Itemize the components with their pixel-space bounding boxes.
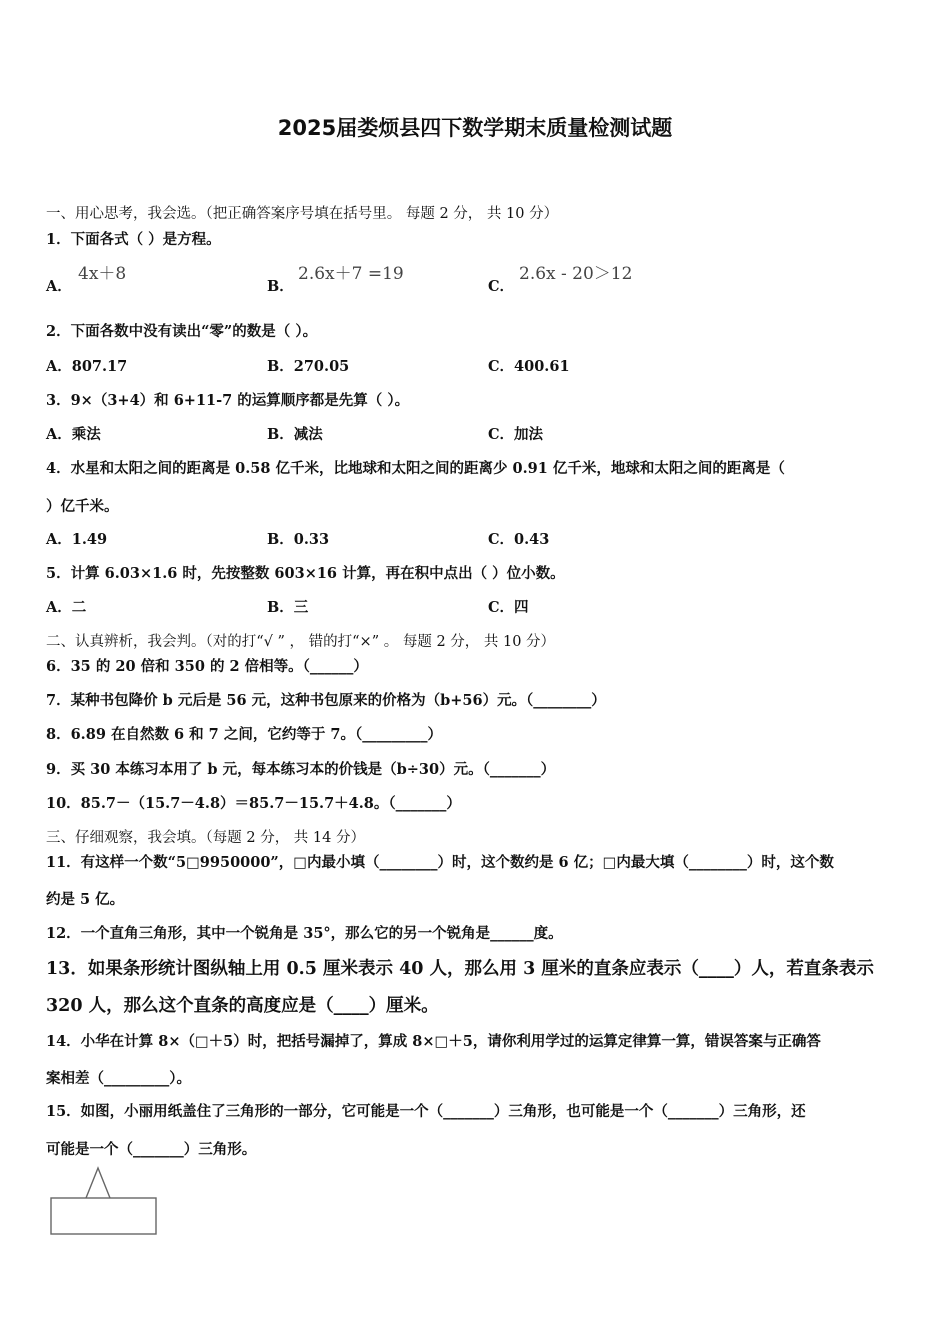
covering-paper — [51, 1198, 156, 1234]
q4-option-a: A．1.49 — [46, 531, 108, 548]
q15-line1: 15．如图，小丽用纸盖住了三角形的一部分，它可能是一个（_______）三角形，也可能是一个（_______）三角形，还 — [46, 1103, 806, 1120]
q14-line1: 14．小华在计算 8×（□＋5）时，把括号漏掉了，算成 8×□＋5，请你利用学过的运算定律算一算，错误答案与正确答 — [46, 1033, 821, 1050]
triangle-apex — [86, 1168, 110, 1198]
q3-option-a: A．乘法 — [46, 426, 101, 443]
q5-option-c: C．四 — [488, 599, 529, 616]
q15-line2: 可能是一个（_______）三角形。 — [46, 1141, 257, 1158]
q13-line2: 320 人，那么这个直条的高度应是（____）厘米。 — [46, 996, 439, 1016]
q6: 6．35 的 20 倍和 350 的 2 倍相等。（______） — [46, 658, 368, 675]
q1-stem: 1．下面各式（ ）是方程。 — [46, 231, 221, 248]
q8: 8．6.89 在自然数 6 和 7 之间，它约等于 7。（_________） — [46, 726, 442, 743]
q3-stem: 3．9×（3+4）和 6+11-7 的运算顺序都是先算（ ）。 — [46, 392, 410, 409]
q2-option-c: C．400.61 — [488, 358, 570, 375]
q2-option-a: A．807.17 — [46, 358, 128, 375]
q4-option-c: C．0.43 — [488, 531, 550, 548]
q1-option-b-label: B． — [267, 278, 294, 295]
q13-line1: 13．如果条形统计图纵轴上用 0.5 厘米表示 40 人，那么用 3 厘米的直条应表示（____）人，若直条表示 — [46, 959, 874, 979]
q1-option-c-label: C． — [488, 278, 515, 295]
q2-stem: 2．下面各数中没有读出“零”的数是（ ）。 — [46, 323, 318, 340]
q11-line2: 约是 5 亿。 — [46, 891, 125, 908]
q4-stem-line2: ）亿千米。 — [46, 498, 119, 515]
q12: 12．一个直角三角形，其中一个锐角是 35°，那么它的另一个锐角是______度。 — [46, 925, 563, 942]
q1-option-c-expr: 2.6x - 20＞12 — [519, 264, 633, 284]
q11-line1: 11．有这样一个数“5□9950000”，□内最小填（________）时，这个数约是 6 亿；□内最大填（________）时，这个数 — [46, 854, 834, 871]
section3-header: 三、仔细观察，我会填。（每题 2 分， 共 14 分） — [46, 830, 365, 846]
q3-option-b: B．减法 — [267, 426, 323, 443]
q1-option-a-expr: 4x＋8 — [78, 264, 127, 284]
q4-stem-line1: 4．水星和太阳之间的距离是 0.58 亿千米，比地球和太阳之间的距离少 0.91 亿千米，地球和太阳之间的距离是（ — [46, 460, 785, 477]
q4-option-b: B．0.33 — [267, 531, 330, 548]
section1-header: 一、用心思考，我会选。（把正确答案序号填在括号里。 每题 2 分， 共 10 分） — [46, 206, 559, 222]
section2-header: 二、认真辨析，我会判。（对的打“√ ” ， 错的打“×” 。 每题 2 分， 共 10 分） — [46, 634, 556, 650]
q14-line2: 案相差（_________）。 — [46, 1070, 191, 1087]
q10: 10．85.7－（15.7－4.8）＝85.7－15.7＋4.8。（_______） — [46, 795, 461, 812]
q2-option-b: B．270.05 — [267, 358, 350, 375]
q3-option-c: C．加法 — [488, 426, 544, 443]
page-title: 2025届娄烦县四下数学期末质量检测试题 — [277, 116, 673, 140]
covered-triangle-figure — [48, 1166, 160, 1238]
q5-stem: 5．计算 6.03×1.6 时，先按整数 603×16 计算，再在积中点出（ ）位小数。 — [46, 565, 565, 582]
q1-option-a-label: A． — [46, 278, 72, 295]
q5-option-a: A．二 — [46, 599, 87, 616]
q7: 7．某种书包降价 b 元后是 56 元，这种书包原来的价格为（b+56）元。（________） — [46, 692, 606, 709]
q9: 9．买 30 本练习本用了 b 元，每本练习本的价钱是（b÷30）元。（_______） — [46, 761, 556, 778]
q1-option-b-expr: 2.6x＋7 =19 — [298, 264, 404, 284]
q5-option-b: B．三 — [267, 599, 309, 616]
